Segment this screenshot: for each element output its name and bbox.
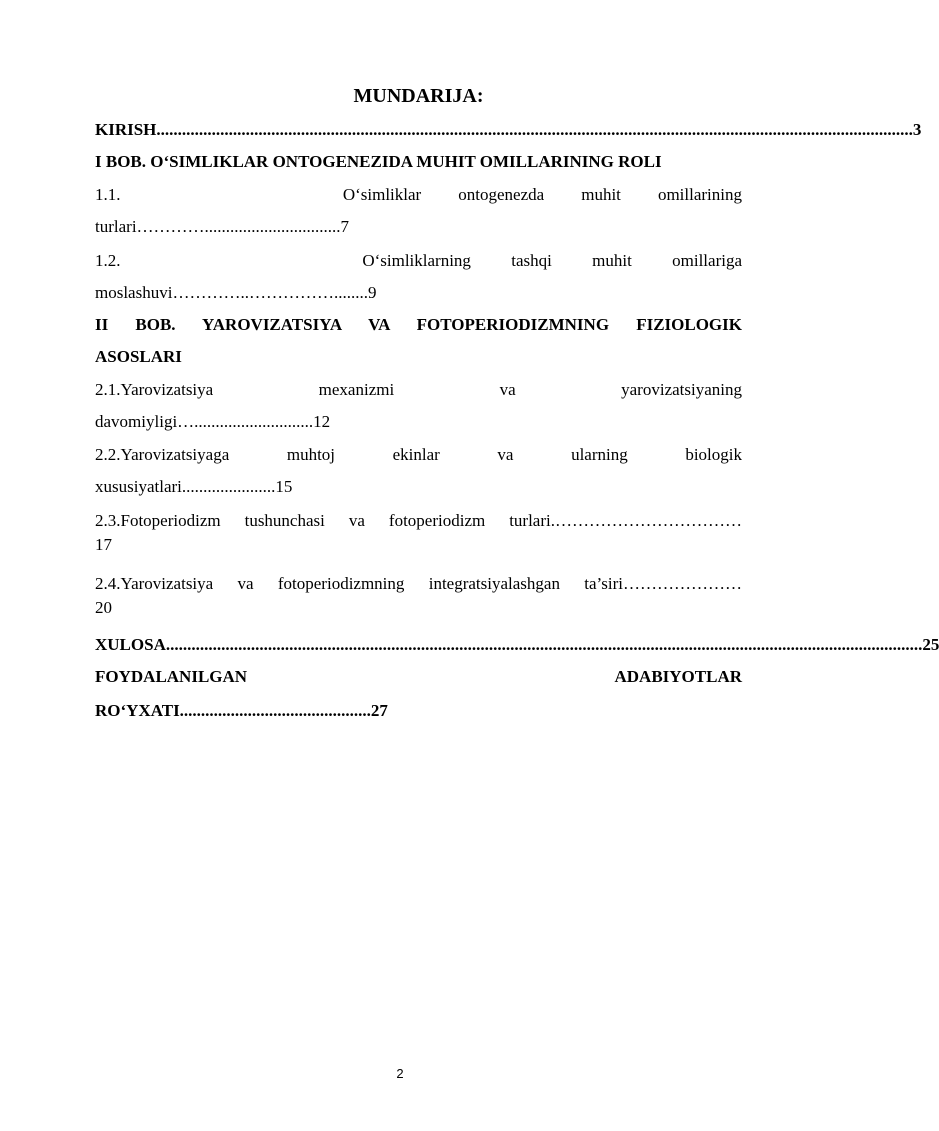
toc-entry-xulosa [95, 634, 939, 656]
toc-section-1-2-line2: moslashuvi…………..……………........9 [95, 283, 377, 302]
toc-section-1-1-line2: turlari…………................................7 [95, 217, 350, 236]
toc-entry-xulosa-label: XULOSA [95, 635, 166, 654]
toc-section-2-3-line1: 2.3.Fotoperiodizm tushunchasi va fotoperiodizm turlari.…………………………… [95, 511, 742, 530]
toc-dot-leader: .................................................................................................................................................................................. [165, 635, 923, 654]
toc-entry-xulosa-page: 25 [922, 635, 939, 654]
toc-section-2-4-line1: 2.4.Yarovizatsiya va fotoperiodizmning integratsiyalashgan ta’siri………………… [95, 574, 742, 593]
toc-dot-leader: .................................................................................................................................................................................. [156, 120, 913, 139]
toc-chapter-2-line1: II BOB. YAROVIZATSIYA VA FOTOPERIODIZMNING FIZIOLOGIK [95, 315, 742, 334]
toc-references-line2: RO‘YXATI.............................................27 [95, 701, 388, 720]
toc-section-1-1-line1: 1.1. O‘simliklar ontogenezda muhit omillarining [95, 185, 742, 204]
toc-section-2-4-line2: 20 [95, 598, 112, 617]
toc-section-1-2-line1: 1.2. O‘simliklarning tashqi muhit omillariga [95, 251, 742, 270]
toc-chapter-2-line2: ASOSLARI [95, 347, 182, 366]
toc-entry-kirish-label: KIRISH [95, 120, 157, 139]
toc-entry-kirish [95, 119, 922, 141]
toc-references-line1: FOYDALANILGAN ADABIYOTLAR [95, 667, 742, 686]
toc-section-2-3-line2: 17 [95, 535, 112, 554]
toc-section-2-1-line1: 2.1.Yarovizatsiya mexanizmi va yarovizatsiyaning [95, 380, 742, 399]
toc-chapter-1-title: I BOB. O‘SIMLIKLAR ONTOGENEZIDA MUHIT OMILLARINING ROLI [95, 152, 662, 171]
toc-entry-kirish-page: 3 [912, 120, 922, 139]
toc-section-2-2-line1: 2.2.Yarovizatsiyaga muhtoj ekinlar va ularning biologik [95, 445, 742, 464]
page-title: MUNDARIJA: [353, 85, 484, 107]
toc-section-2-2-line2: xususiyatlari......................15 [95, 477, 293, 496]
page-number: 2 [396, 1066, 404, 1081]
toc-section-2-1-line2: davomiyligi…............................12 [95, 412, 331, 431]
